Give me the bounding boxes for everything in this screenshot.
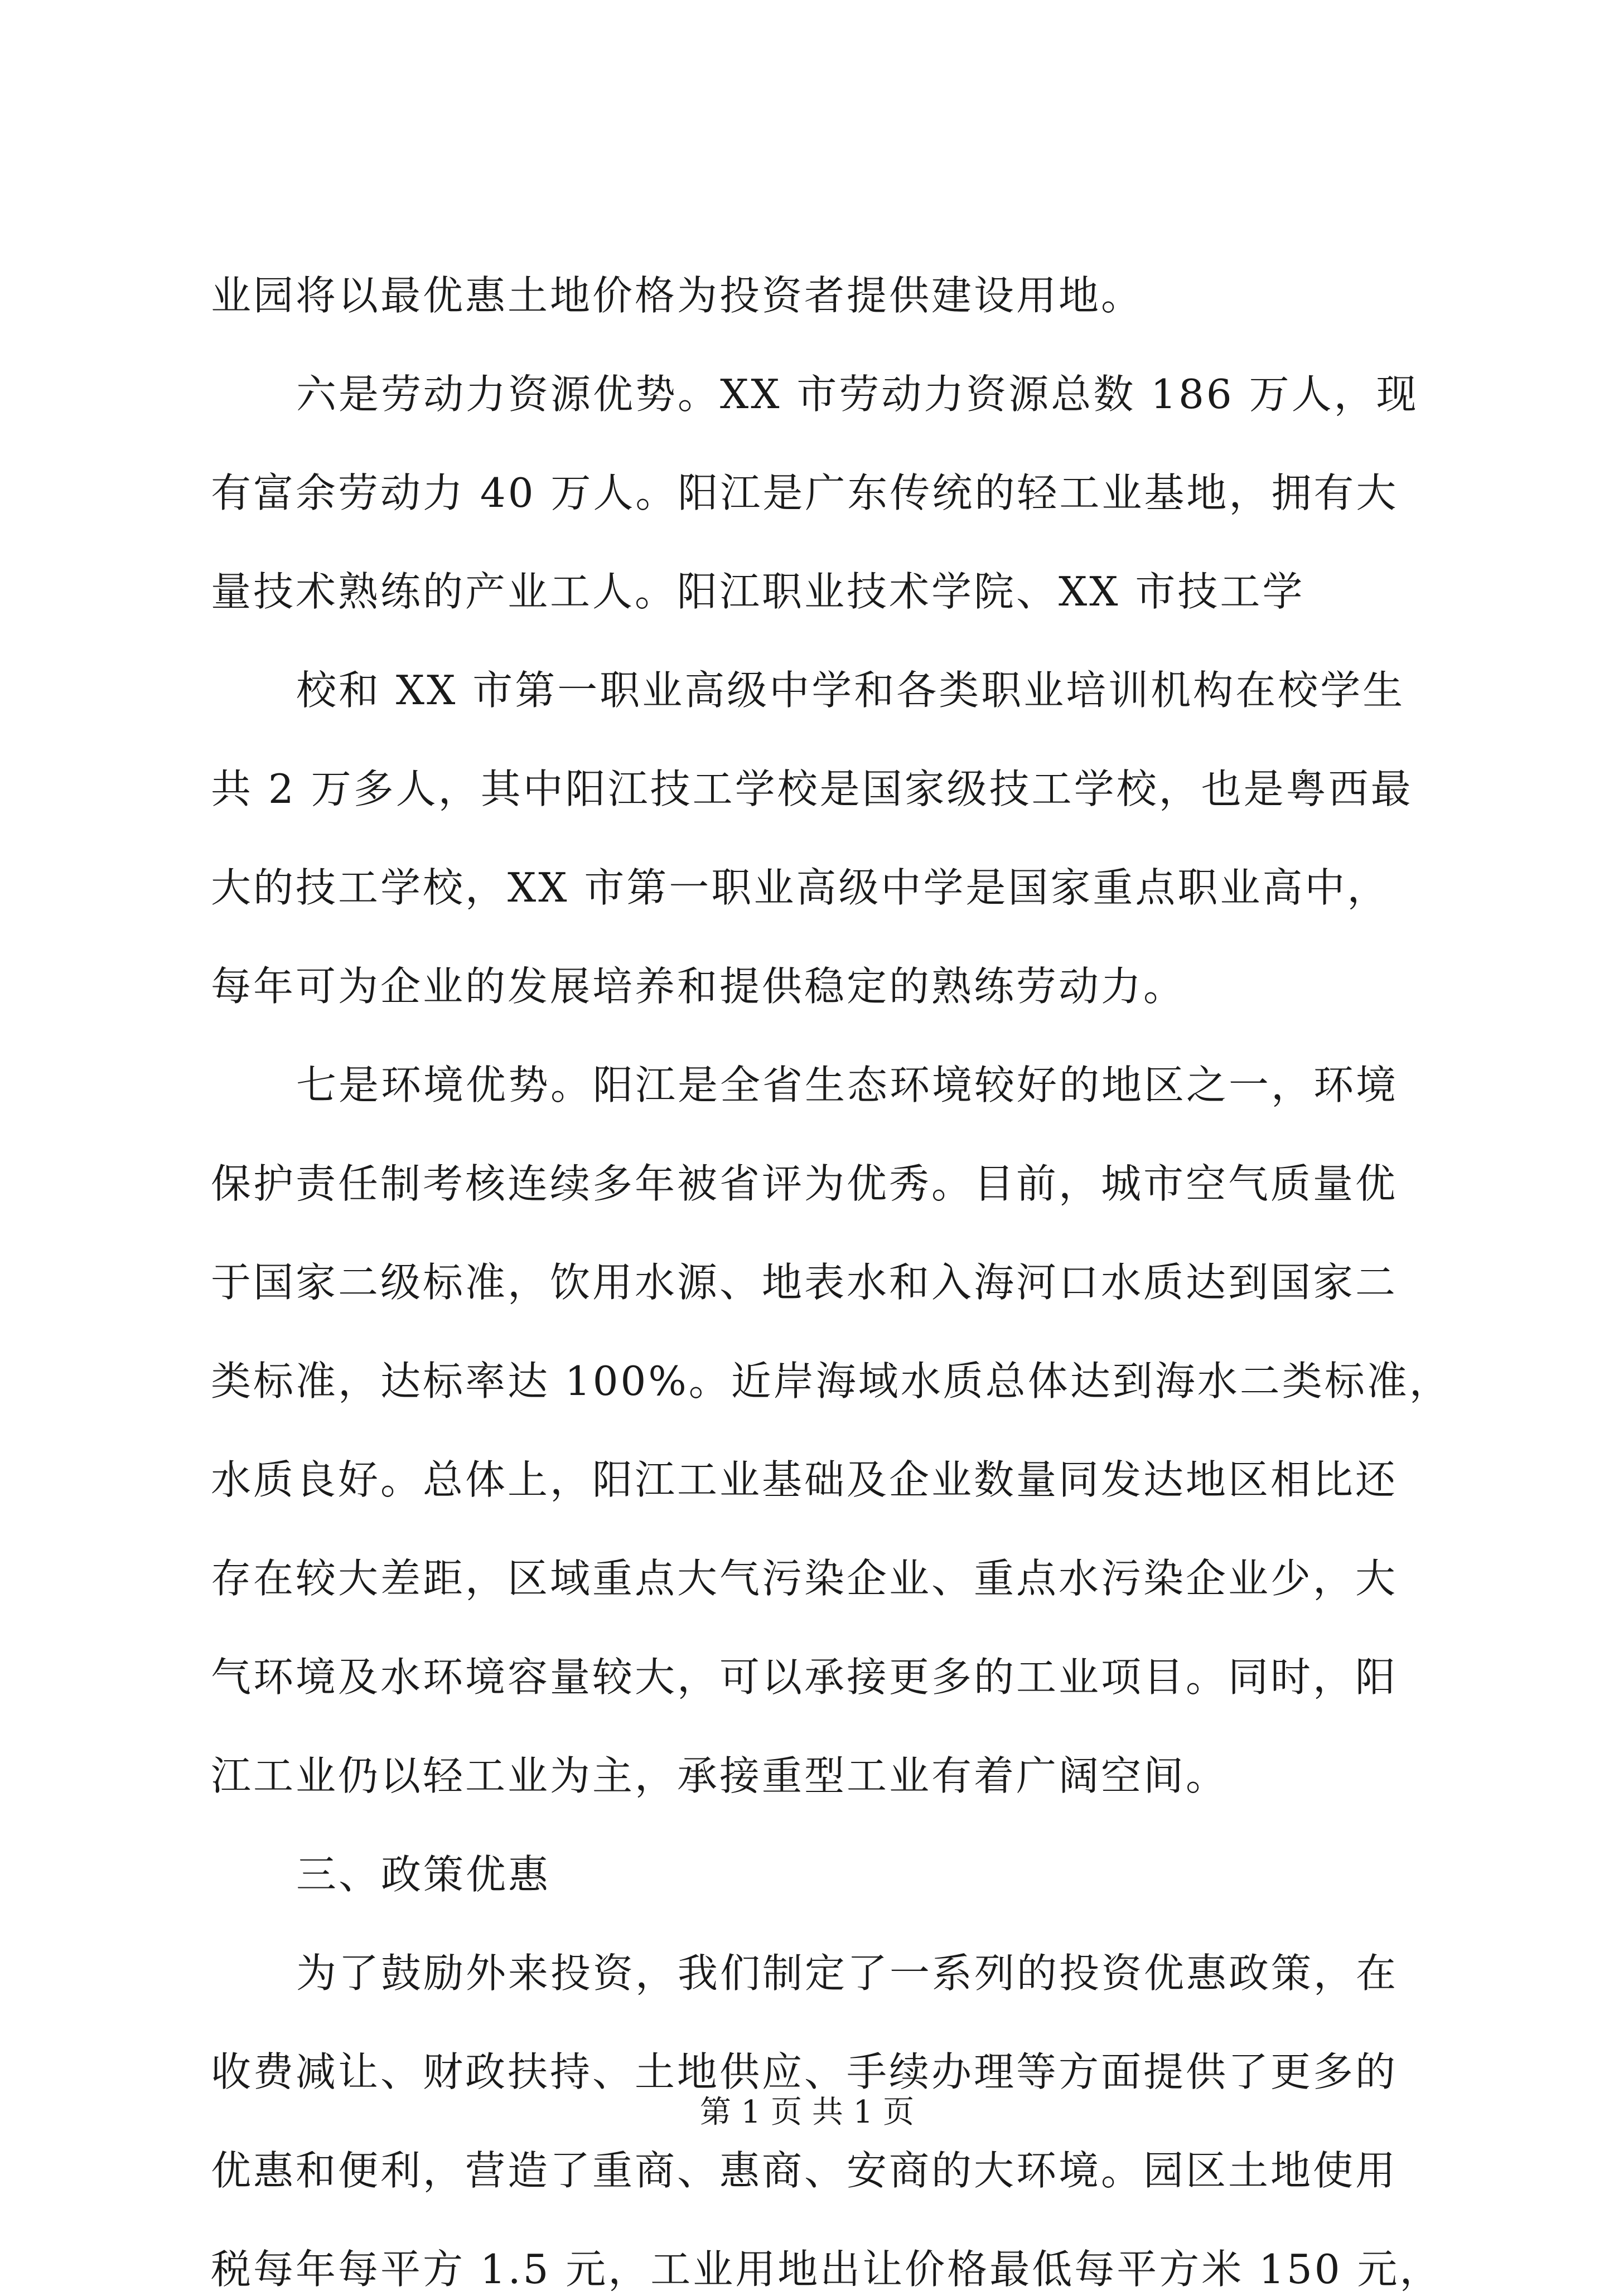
text-line: 税每年每平方 1.5 元，工业用地出让价格最低每平方米 150 元，: [211, 2246, 1442, 2293]
text-line: 保护责任制考核连续多年被省评为优秀。目前，城市空气质量优: [211, 1160, 1398, 1207]
text-line: 每年可为企业的发展培养和提供稳定的熟练劳动力。: [211, 963, 1186, 1010]
text-line: 校和 XX 市第一职业高级中学和各类职业培训机构在校学生: [296, 667, 1405, 714]
text-line: 有富余劳动力 40 万人。阳江是广东传统的轻工业基地，拥有大: [211, 469, 1399, 516]
text-line: 水质良好。总体上，阳江工业基础及企业数量同发达地区相比还: [211, 1456, 1398, 1503]
text-line: 江工业仍以轻工业为主，承接重型工业有着广阔空间。: [211, 1752, 1229, 1799]
text-line: 气环境及水环境容量较大，可以承接更多的工业项目。同时，阳: [211, 1654, 1398, 1701]
text-line: 业园将以最优惠土地价格为投资者提供建设用地。: [211, 272, 1144, 319]
text-line: 共 2 万多人，其中阳江技工学校是国家级技工学校，也是粤西最: [211, 766, 1413, 812]
text-line: 三、政策优惠: [296, 1851, 551, 1898]
page-footer: 第 1 页 共 1 页: [699, 2094, 915, 2130]
text-line: 七是环境优势。阳江是全省生态环境较好的地区之一，环境: [296, 1062, 1399, 1108]
text-line: 于国家二级标准，饮用水源、地表水和入海河口水质达到国家二: [211, 1259, 1398, 1306]
text-line: 类标准，达标率达 100%。近岸海域水质总体达到海水二类标准，: [211, 1358, 1452, 1404]
text-line: 优惠和便利，营造了重商、惠商、安商的大环境。园区土地使用: [211, 2147, 1398, 2194]
text-line: 收费减让、财政扶持、土地供应、手续办理等方面提供了更多的: [211, 2048, 1398, 2095]
text-line: 大的技工学校，XX 市第一职业高级中学是国家重点职业高中，: [211, 864, 1390, 911]
text-line: 存在较大差距，区域重点大气污染企业、重点水污染企业少，大: [211, 1555, 1398, 1602]
text-line: 六是劳动力资源优势。XX 市劳动力资源总数 186 万人，现: [296, 371, 1419, 418]
text-line: 为了鼓励外来投资，我们制定了一系列的投资优惠政策，在: [296, 1950, 1399, 1997]
text-line: 量技术熟练的产业工人。阳江职业技术学院、XX 市技工学: [211, 568, 1305, 615]
